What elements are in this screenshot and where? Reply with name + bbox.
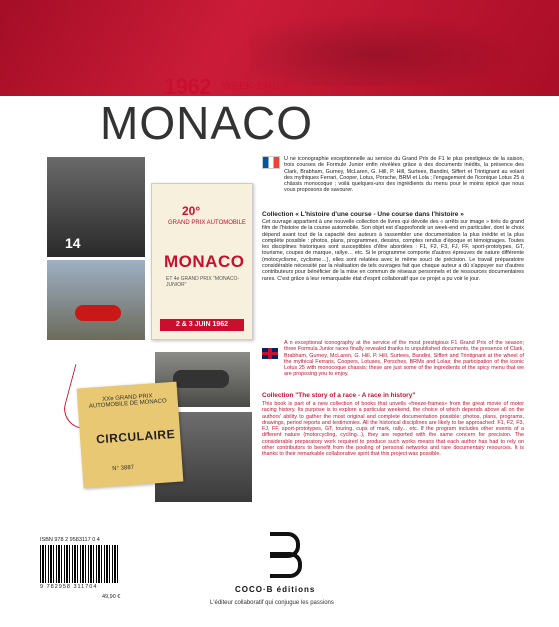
english-heading: Collection "The story of a race - A race in history"	[262, 392, 416, 399]
english-intro: A n exceptional iconography at the service of the most prestigious F1 Grand Prix of the season; three Formula Junior races finally revealed thanks to unpublished documents, the presence of Clark, Brabham, Gurney, McLaren, G. Hill, P. Hill, Surtees, Bandini, Siffert and Trintignant at the wheel of the mythical Ferraris, Coopers, Lotuses, Porsches, BRMs and Lolas; the participation of the iconic Lotus 25 with monocoque chassis; these are just some of the ingredients of the spicy menu that we are proposing you to enjoy.	[284, 340, 524, 378]
event-poster	[151, 183, 253, 340]
barcode-number: 9 782958 311704	[40, 584, 120, 590]
poster-line3: ET 4e GRAND PRIX "MONACO-JUNIOR"	[166, 276, 240, 288]
uk-flag-icon	[262, 348, 278, 359]
race-car-dark	[173, 370, 229, 388]
book-title	[100, 74, 460, 154]
poster-date: 2 & 3 JUIN 1962	[160, 319, 244, 331]
photo-harbour	[47, 260, 145, 340]
photo-paddock	[47, 157, 145, 257]
ticket-line1: XXe GRAND PRIX AUTOMOBILE DE MONACO	[88, 393, 167, 410]
poster-line1: GRAND PRIX AUTOMOBILE	[168, 220, 246, 226]
publisher-logo-icon	[270, 532, 304, 574]
french-heading: Collection « L'histoire d'une course - Une course dans l'histoire »	[262, 211, 464, 218]
french-intro: U ne iconographie exceptionnelle au service du Grand Prix de F1 le plus prestigieux de la saison, trois courses de Formule Junior enfin révélées grâce à des documents inédits, la présence des Clark, Brabham, Gurney, McLaren, G. Hill, P. Hill, Surtees, Bandini, Siffert et Trintignant au volant des mythiques Ferrari, Cooper, Lotus, Porsche, BRM et Lola ; l'engagement de l'iconique Lotus 25 à châssis monocoque ; voilà quelques-uns des ingrédients du menu pour le moins épicé que nous vous proposons de savourer.	[284, 156, 524, 194]
poster-number: 20°	[182, 204, 201, 218]
race-car-red	[75, 305, 121, 321]
barcode	[40, 545, 120, 583]
title-main: MONACO	[100, 97, 313, 149]
ticket-serial: N° 3887	[112, 464, 135, 473]
publisher-name: COCO·B éditions	[235, 585, 316, 594]
publisher-tagline: L'éditeur collaboratif qui conjugue les passions	[210, 600, 334, 606]
price-label: 49,90 €	[102, 594, 121, 600]
isbn-label: ISBN 978 2 9583117 0 4	[40, 537, 100, 543]
title-year: 1962	[164, 74, 211, 99]
french-flag-icon	[262, 156, 280, 169]
french-body: Cet ouvrage appartient à une nouvelle collection de livres qui dévoile des « arrêts sur image » tirés du grand film de l'histoire de la course automobile. Son objet est d'approfondir un week-end en particulier, dont le choix dépend avant tout de la capacité des auteurs à rassembler une documentation la plus inédite et la plus complète possible : photos, plans, programmes, dessins, comptes rendus d'époque et témoignages. Toutes les disciplines historiques sont susceptibles d'être abordées : F1, F2, F3, FJ, FF, sport-prototypes, GT, tourisme, coupes de marque, rallye… etc. Si le programme comporte d'autres épreuves de nature différente (motocyclisme, cyclisme…), elles sont relatées avec le même souci de précision. Le travail préparatoire considérable nécessité par la réalisation de tels ouvrages fait que chaque auteur a dû s'appuyer sur d'autres contributeurs pour bénéficier de la mise en commun de réseaux personnels et de ressources documentaires rares. C'est grâce à leur remarquable état d'esprit collaboratif que ce projet a pu voir le jour.	[262, 219, 524, 282]
pass-ticket	[77, 382, 184, 489]
photo-collage	[47, 157, 257, 527]
ticket-label: CIRCULAIRE	[95, 426, 176, 447]
car-number-label: 14	[65, 235, 81, 251]
poster-name: MONACO	[164, 252, 245, 271]
title-subtitle: WEEK-END À	[222, 81, 291, 92]
english-body: This book is part of a new collection of books that unveils «freeze-frames» from the great movie of motor racing history. Its purpose is to explore a particular weekend, the choice of which depends above all on the authors' ability to gather the most original and complete documentation possible: photos, plans, programs, drawings, period reports and testimonies. All the historical disciplines are likely to be approached: F1, F2, F3, FJ, FF, sport-prototypes, GT, touring, cups of mark, rally... etc. If the program includes other events of a different nature (motorcycling, cycling...), they are reported with the same concern for precision. The considerable preparatory work required to produce such works means that each author has had to rely on other contributors to benefit from the pooling of personal networks and rare documentary resources. It is thanks to their remarkable collaborative spirit that this project was possible.	[262, 401, 524, 458]
